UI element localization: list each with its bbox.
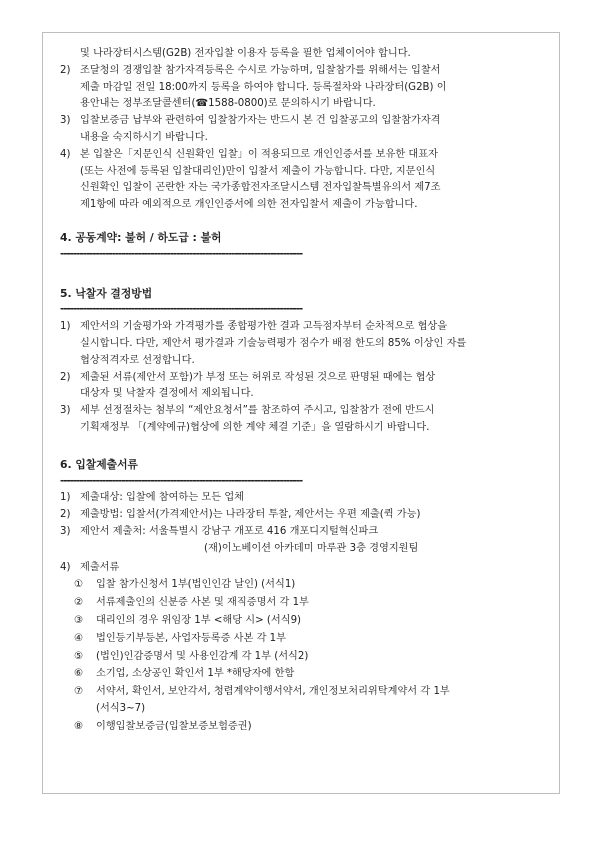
item-number: 3) [60, 525, 71, 537]
item-number: 3) [60, 115, 71, 127]
item-line: 내용을 숙지하시기 바랍니다. [80, 131, 208, 143]
section-6-title: 6. 입찰제출서류 [60, 457, 138, 471]
document-item [60, 631, 550, 648]
circled-number: ⑥ [74, 668, 84, 680]
item-line: 제출 마감일 전일 18:00까지 등록을 하여야 합니다. 등록절차와 나라장터(G2B) 이 [80, 81, 447, 93]
circled-number: ⑤ [74, 650, 84, 662]
item-text: 제안서 제출처: 서울특별시 강남구 개포로 416 개포디지털혁신파크 [80, 525, 379, 537]
item-line: 신원확인 입찰이 곤란한 자는 국가종합전자조달시스템 전자입찰특별유의서 제7조 [80, 182, 441, 194]
list-item [60, 147, 550, 214]
document-item [60, 649, 550, 666]
document-line: 입찰 참가신청서 1부(법인인감 날인) (서식1) [96, 579, 296, 591]
item-number: 4) [60, 148, 71, 160]
address-continuation: (재)이노베이션 아카데미 마루관 3층 경영지원팀 [204, 542, 419, 554]
document-item [60, 666, 550, 683]
list-item [60, 560, 550, 577]
item-line: 제출된 서류(제안서 포함)가 부정 또는 허위로 작성된 것으로 판명된 때에는 협상 [80, 371, 436, 383]
section-4-title: 4. 공동계약: 불허 / 하도급 : 불허 [60, 230, 222, 244]
item-line: 용안내는 정부조달콜센터(☎1588-0800)로 문의하시기 바랍니다. [80, 98, 376, 110]
item-number: 2) [60, 64, 71, 76]
item-line: 조달청의 경쟁입찰 참가자격등록은 수시로 가능하며, 입찰참가를 위해서는 입찰서 [80, 64, 441, 76]
section-4-rule: --------------------------------------------------------------------------- [60, 248, 303, 260]
circled-number: ② [74, 597, 84, 609]
item-line: 제1항에 따라 예외적으로 개인인증서에 의한 전자입찰서 제출이 가능합니다. [80, 199, 418, 211]
document-item [60, 684, 550, 718]
paragraph-continuation: 및 나라장터시스템(G2B) 전자입찰 이용자 등록을 필한 업체이어야 합니다. [80, 48, 411, 59]
item-number: 1) [60, 321, 71, 333]
item-line: (또는 사전에 등록된 입찰대리인)만이 입찰서 제출이 가능합니다. 다만, 지문인식 [80, 165, 436, 177]
item-number: 2) [60, 371, 71, 383]
item-text: 제출방법: 입찰서(가격제안서)는 나라장터 투찰, 제안서는 우편 제출(퀵 가능) [80, 509, 421, 521]
item-line: 기획재정부 「(계약예규)협상에 의한 계약 체결 기준」을 열람하시기 바랍니다. [80, 421, 430, 433]
item-number: 4) [60, 561, 71, 573]
document-item [60, 577, 550, 594]
item-line: 입찰보증금 납부와 관련하여 입찰참가자는 반드시 본 건 입찰공고의 입찰참가자격 [80, 115, 441, 127]
item-number: 3) [60, 405, 71, 417]
item-line: 대상자 및 낙찰자 결정에서 제외됩니다. [80, 388, 254, 400]
item-number: 2) [60, 509, 71, 521]
document-item [60, 613, 550, 630]
award-method-list [60, 319, 550, 437]
circled-number: ④ [74, 632, 84, 644]
item-number: 1) [60, 492, 71, 504]
qualification-list [60, 63, 550, 214]
list-item [60, 319, 550, 369]
item-text: 제출서류 [80, 561, 120, 573]
circled-number: ⑦ [74, 686, 84, 698]
item-text: 제출대상: 입찰에 참여하는 모든 업체 [80, 492, 245, 504]
required-documents-list [60, 577, 550, 735]
section-5-rule: --------------------------------------------------------------------------- [60, 304, 303, 316]
section-5-title: 5. 낙찰자 결정방법 [60, 286, 153, 300]
document-line: 법인등기부등본, 사업자등록증 사본 각 1부 [96, 632, 286, 644]
document-line: (법인)인감증명서 및 사용인감계 각 1부 (서식2) [96, 650, 309, 662]
document-line: 서류제출인의 신분증 사본 및 재직증명서 각 1부 [96, 597, 309, 609]
item-line: 세부 선정절차는 첨부의 “제안요청서”를 참조하여 주시고, 입찰참가 전에 반드시 [80, 405, 435, 417]
submission-list [60, 490, 550, 540]
item-line: 협상적격자로 선정합니다. [80, 354, 195, 366]
circled-number: ⑧ [74, 720, 84, 732]
document-line: 대리인의 경우 위임장 1부 <해당 시> (서식9) [96, 614, 302, 626]
document-line: 서약서, 확인서, 보안각서, 청렴계약이행서약서, 개인정보처리위탁계약서 각 1부 [96, 686, 450, 698]
list-item [60, 403, 550, 437]
document-line: 소기업, 소상공인 확인서 1부 *해당자에 한함 [96, 668, 295, 680]
document-line: 이행입찰보증금(입찰보증보험증권) [96, 720, 252, 732]
list-item [60, 63, 550, 113]
circled-number: ① [74, 579, 84, 591]
item-line: 본 입찰은「지문인식 신원확인 입찰」이 적용되므로 개인인증서를 보유한 대표자 [80, 148, 438, 160]
item-line: 실시합니다. 다만, 제안서 평가결과 기술능력평가 점수가 배점 한도의 85% 이상인 자를 [80, 337, 467, 349]
item-line: 제안서의 기술평가와 가격평가를 종합평가한 결과 고득점자부터 순차적으로 협상을 [80, 321, 448, 333]
list-item [60, 370, 550, 404]
list-item [60, 524, 550, 541]
document-body [60, 46, 550, 735]
document-item [60, 595, 550, 612]
document-item [60, 719, 550, 736]
section-6-rule: --------------------------------------------------------------------------- [60, 475, 303, 487]
circled-number: ③ [74, 614, 84, 626]
list-item [60, 490, 550, 507]
list-item [60, 507, 550, 524]
list-item [60, 113, 550, 147]
document-line: (서식3~7) [96, 702, 146, 714]
